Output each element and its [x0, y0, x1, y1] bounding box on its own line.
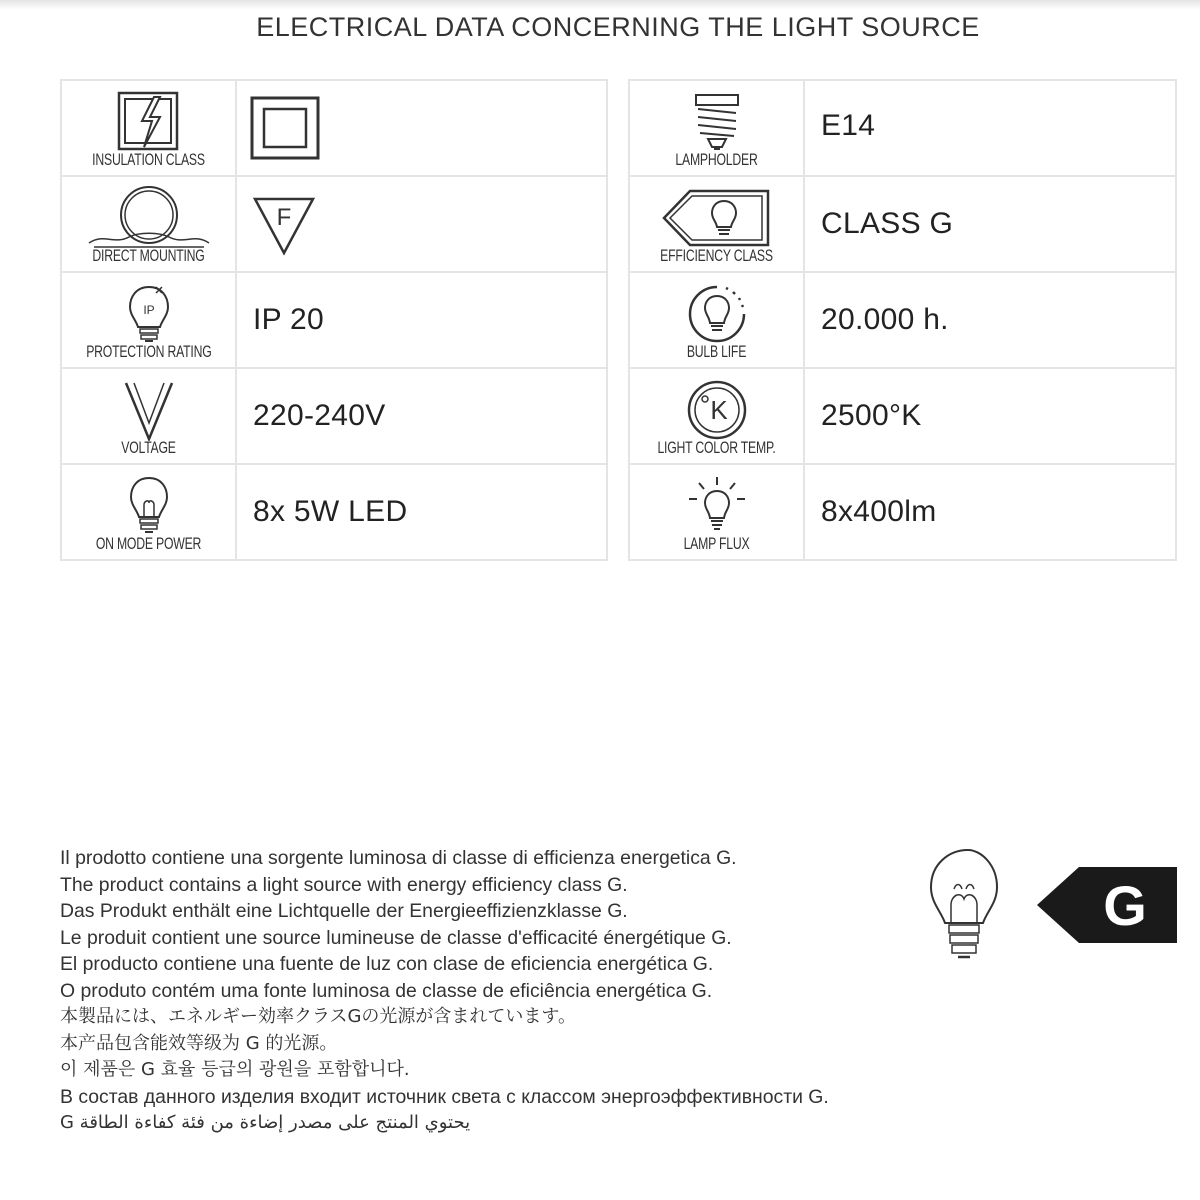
value-cell	[804, 464, 1176, 560]
value-cell	[804, 80, 1176, 176]
icon-cell	[629, 464, 804, 560]
efficiency-class-icon	[662, 187, 772, 249]
notice-line-fr: Le produit contient une source lumineuse de classe d'efficacité énergétique G.	[60, 926, 732, 949]
table-row	[61, 80, 607, 176]
notice-line-ko: 이 제품은 G 효율 등급의 광원을 포함합니다.	[60, 1059, 410, 1080]
value-text: CLASS G	[821, 207, 954, 240]
icon-label: LAMP FLUX	[683, 534, 750, 553]
table-row	[629, 176, 1176, 272]
icon-label: LIGHT COLOR TEMP.	[657, 438, 776, 457]
value-cell	[236, 272, 607, 368]
notice-line-en: The product contains a light source with energy efficiency class G.	[60, 873, 628, 896]
icon-cell	[629, 80, 804, 176]
icon-label: BULB LIFE	[686, 342, 747, 361]
icon-label: INSULATION CLASS	[92, 150, 205, 169]
color-temperature-icon	[685, 379, 749, 441]
top-shade	[0, 0, 1200, 10]
icon-label: EFFICIENCY CLASS	[660, 246, 773, 265]
value-text: IP 20	[253, 303, 325, 336]
table-row	[629, 80, 1176, 176]
value-text: 8x400lm	[821, 495, 937, 528]
icon-cell	[629, 272, 804, 368]
icon-label: DIRECT MOUNTING	[92, 246, 205, 265]
page-title: ELECTRICAL DATA CONCERNING THE LIGHT SOURCE	[256, 12, 980, 42]
value-cell	[804, 176, 1176, 272]
icon-label: VOLTAGE	[121, 438, 176, 457]
value-text: 2500°K	[821, 399, 922, 432]
filament-bulb-icon	[931, 850, 997, 957]
value-cell	[236, 368, 607, 464]
energy-class-letter: G	[1103, 874, 1147, 937]
icon-cell	[629, 368, 804, 464]
notice-line-ar: يحتوي المنتج على مصدر إضاءة من فئة كفاءة الطاقة G	[60, 1112, 471, 1133]
icon-label: ON MODE POWER	[95, 534, 202, 553]
insulation-class-icon	[116, 91, 182, 153]
value-text: E14	[821, 109, 876, 142]
ip-text: IP	[142, 303, 155, 317]
value-cell	[804, 368, 1176, 464]
icon-cell	[61, 176, 236, 272]
energy-notice	[60, 845, 1020, 1137]
energy-class-graphic	[925, 845, 1185, 970]
notice-line-es: El producto contiene una fuente de luz con clase de eficiencia energética G.	[60, 953, 714, 975]
notice-line-it: Il prodotto contiene una sorgente luminosa di classe di efficienza energetica G.	[60, 847, 737, 869]
value-cell	[236, 80, 607, 176]
notice-line-zh: 本产品包含能效等级为 G 的光源。	[60, 1032, 338, 1054]
value-text: 20.000 h.	[821, 303, 949, 336]
spec-table-left	[60, 79, 608, 561]
notice-line-pt: O produto contém uma fonte luminosa de classe de eficiência energética G.	[60, 979, 713, 1002]
voltage-icon	[122, 379, 176, 441]
icon-cell	[629, 176, 804, 272]
table-row	[61, 176, 607, 272]
bulb-life-icon	[686, 283, 748, 345]
icon-cell	[61, 272, 236, 368]
lamp-flux-icon	[685, 475, 749, 537]
notice-line-ja: 本製品には、エネルギー効率クラスGの光源が含まれています。	[60, 1006, 576, 1027]
table-row	[629, 272, 1176, 368]
table-row	[629, 464, 1176, 560]
table-row	[61, 272, 607, 368]
icon-label: PROTECTION RATING	[86, 342, 212, 361]
value-text: 220-240V	[253, 399, 386, 432]
value-cell	[804, 272, 1176, 368]
lampholder-icon	[692, 91, 742, 153]
icon-label: LAMPHOLDER	[675, 150, 758, 169]
value-cell	[236, 176, 607, 272]
notice-line-de: Das Produkt enthält eine Lichtquelle der Energieeffizienzklasse G.	[60, 900, 628, 922]
spec-table-right	[628, 79, 1177, 561]
table-row	[629, 368, 1176, 464]
protection-rating-icon	[124, 283, 174, 345]
bulb-icon	[126, 475, 172, 537]
icon-cell	[61, 464, 236, 560]
value-cell	[236, 464, 607, 560]
table-row	[61, 464, 607, 560]
direct-mounting-icon	[84, 185, 214, 251]
icon-cell	[61, 80, 236, 176]
table-row	[61, 368, 607, 464]
f-mark-letter: F	[276, 204, 292, 231]
energy-label-svg	[925, 845, 1185, 970]
value-text: 8x 5W LED	[253, 495, 408, 528]
f-mark-symbol	[249, 191, 319, 257]
icon-cell	[61, 368, 236, 464]
kelvin-letter: K	[709, 395, 728, 425]
class-ii-symbol	[249, 95, 323, 161]
notice-line-ru: В состав данного изделия входит источник света с классом энергоэффективности G.	[60, 1085, 829, 1108]
